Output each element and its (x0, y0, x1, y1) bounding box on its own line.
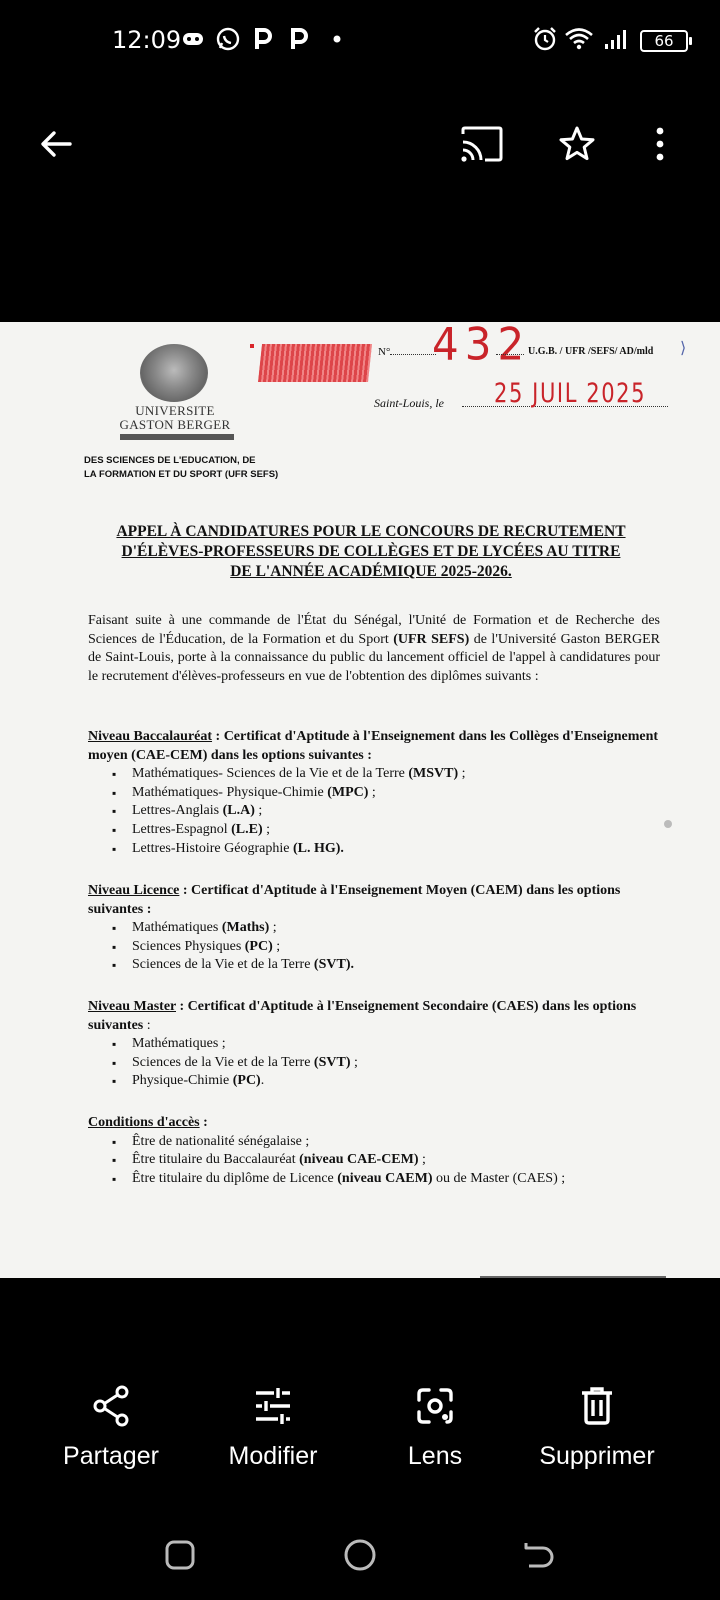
star-icon (557, 124, 597, 164)
list-item (118, 919, 664, 938)
item-text: Être de nationalité sénégalaise ; (132, 1133, 310, 1149)
list-item (118, 1035, 664, 1054)
item-text: Sciences de la Vie et de la Terre (132, 957, 314, 973)
dotted-line (390, 354, 436, 355)
ref-label: N° (378, 346, 391, 358)
delete-button[interactable] (522, 1384, 672, 1471)
item-end: . (260, 1073, 265, 1089)
ufr-name (84, 454, 278, 482)
item-text: Physique-Chimie (132, 1073, 233, 1089)
item-bold: (niveau CAEM) (337, 1170, 433, 1186)
nav-back-button[interactable] (518, 1535, 558, 1575)
title-line: APPEL À CANDIDATURES POUR LE CONCOURS DE RECRUTEMENT (116, 523, 626, 540)
section-heading: Niveau Licence (88, 883, 180, 898)
section-desc: : Certificat d'Aptitude à l'Enseignement Secondaire (CAES) dans les options suivantes (88, 999, 637, 1033)
item-end: ; (350, 1054, 358, 1070)
favorite-button[interactable] (553, 120, 601, 168)
list-item (118, 765, 664, 784)
item-bold: (L. HG). (292, 840, 344, 856)
paper-speck (664, 820, 672, 828)
section-master (88, 998, 664, 1091)
item-text: Lettres-Histoire Géographie (132, 840, 293, 856)
section-conditions (88, 1114, 664, 1188)
lens-icon (360, 1384, 510, 1428)
item-bold: (PC) (244, 938, 273, 954)
status-bar (0, 0, 720, 80)
list-item (118, 802, 664, 821)
dot-icon (332, 24, 342, 54)
list-item (118, 956, 664, 975)
ref-text: U.G.B. / UFR /SEFS/ AD/mld (528, 346, 654, 357)
list-item (118, 1151, 664, 1170)
tune-icon (198, 1384, 348, 1428)
signature-line (480, 1276, 666, 1278)
list-item (118, 1072, 664, 1091)
item-end: ; (269, 920, 277, 936)
intro-paragraph (88, 612, 660, 686)
recents-icon (164, 1539, 196, 1571)
delete-label: Supprimer (539, 1442, 655, 1470)
red-stamp (258, 344, 372, 382)
section-desc: : (199, 1115, 208, 1130)
home-button[interactable] (340, 1535, 380, 1575)
item-bold: (MPC) (327, 784, 369, 800)
item-bold: (niveau CAE-CEM) (299, 1152, 419, 1168)
trash-icon (522, 1384, 672, 1428)
university-motto-band (120, 434, 234, 440)
edit-label: Modifier (228, 1442, 318, 1470)
item-end: ; (262, 821, 271, 837)
item-bold: (SVT) (313, 1054, 351, 1070)
title-line: DE L'ANNÉE ACADÉMIQUE 2025-2026. (230, 563, 512, 580)
list-item (118, 938, 664, 957)
list-item (118, 1054, 664, 1073)
p-app-icon (252, 24, 274, 54)
item-text: Lettres-Anglais (132, 803, 223, 819)
document-title (86, 522, 656, 582)
lens-button[interactable] (360, 1384, 510, 1471)
section-desc-end: : (143, 1017, 151, 1033)
recents-button[interactable] (160, 1535, 200, 1575)
cast-button[interactable] (458, 120, 506, 168)
university-seal (140, 344, 208, 402)
more-vert-icon (654, 126, 666, 162)
intro-text: Faisant suite à une commande de l'État du Sénégal, l'Unité de Formation et de Recherche des Sciences de l'Éducation, de la Formation et du Sport (88, 613, 660, 647)
university-name-line1: UNIVERSITE (135, 403, 215, 418)
item-text: Mathématiques- Sciences de la Vie et de la Terre (132, 766, 409, 782)
share-label: Partager (63, 1442, 159, 1470)
section-heading: Niveau Master (88, 999, 176, 1014)
place-label: Saint-Louis, le (374, 396, 445, 410)
list-item (118, 840, 664, 859)
share-icon (36, 1384, 186, 1428)
item-text: Être titulaire du Baccalauréat (132, 1152, 300, 1168)
item-text: Mathématiques- Physique-Chimie (132, 784, 328, 800)
university-name (100, 404, 250, 432)
lens-label: Lens (407, 1442, 463, 1470)
document-image[interactable] (0, 322, 720, 1278)
section-baccalaureat (88, 728, 664, 858)
item-text: Lettres-Espagnol (132, 821, 232, 837)
edit-button[interactable] (198, 1384, 348, 1471)
item-text: Être titulaire du diplôme de Licence (132, 1170, 338, 1186)
battery-indicator: 66 (640, 30, 688, 52)
ref-number: 432 (432, 322, 531, 371)
game-controller-icon (182, 24, 204, 54)
item-bold: (SVT). (313, 957, 354, 973)
whatsapp-icon (214, 24, 242, 54)
item-bold: (Maths) (221, 920, 270, 936)
item-end: ; (458, 766, 466, 782)
item-bold: (L.E) (231, 821, 263, 837)
ufr-name-line2: LA FORMATION ET DU SPORT (UFR SEFS) (84, 469, 279, 480)
back-button[interactable] (32, 120, 80, 168)
item-bold: (L.A) (222, 803, 255, 819)
list-item (118, 1133, 664, 1152)
home-icon (343, 1538, 377, 1572)
intro-bold: (UFR SEFS) (393, 631, 470, 647)
p-app-icon (288, 24, 310, 54)
item-bold: (MSVT) (408, 766, 459, 782)
date-stamp: 25 JUIL 2025 (494, 378, 647, 409)
back-icon (521, 1540, 555, 1570)
university-name-line2: GASTON BERGER (119, 417, 231, 432)
arrow-left-icon (38, 126, 74, 162)
section-desc: : Certificat d'Aptitude à l'Enseignement dans les Collèges d'Enseignement moyen (CAE-CEM) dans les options suivantes : (88, 729, 659, 763)
list-item (118, 784, 664, 803)
share-button[interactable] (36, 1384, 186, 1471)
wifi-icon (564, 24, 594, 54)
stamp-mark (250, 344, 254, 348)
section-desc: : Certificat d'Aptitude à l'Enseignement Moyen (CAEM) dans les options suivantes : (88, 883, 621, 917)
section-licence (88, 882, 664, 975)
item-bold: (PC) (232, 1073, 261, 1089)
alarm-icon (532, 24, 558, 54)
item-end: ; (368, 784, 376, 800)
section-heading: Conditions d'accès (88, 1115, 200, 1130)
title-line: D'ÉLÈVES-PROFESSEURS DE COLLÈGES ET DE LYCÉES AU TITRE (121, 543, 621, 560)
cast-icon (459, 124, 505, 164)
status-time: 12:09 (112, 26, 182, 54)
ink-mark: ⟩ (680, 340, 687, 357)
item-text: Mathématiques (132, 920, 222, 936)
intro-text: de l'Université Gaston BERGER de Saint-Louis, porte à la connaissance du public du lancement officiel de l'appel à candidatures pour le recrutement d'élèves-professeurs en vue de l'obtention des diplômes suivants : (88, 631, 660, 684)
dotted-line (496, 354, 524, 355)
ufr-name-line1: DES SCIENCES DE L'EDUCATION, DE (84, 455, 256, 466)
item-text: Mathématiques ; (132, 1036, 226, 1052)
item-end: ou de Master (CAES) ; (432, 1170, 566, 1186)
item-text: Sciences Physiques (132, 938, 245, 954)
item-text: Sciences de la Vie et de la Terre (132, 1054, 314, 1070)
section-heading: Niveau Baccalauréat (88, 729, 213, 744)
more-options-button[interactable] (636, 120, 684, 168)
item-end: ; (254, 803, 263, 819)
list-item (118, 1170, 664, 1189)
item-end: ; (418, 1152, 426, 1168)
list-item (118, 821, 664, 840)
signal-icon (602, 24, 630, 54)
item-end: ; (272, 938, 281, 954)
